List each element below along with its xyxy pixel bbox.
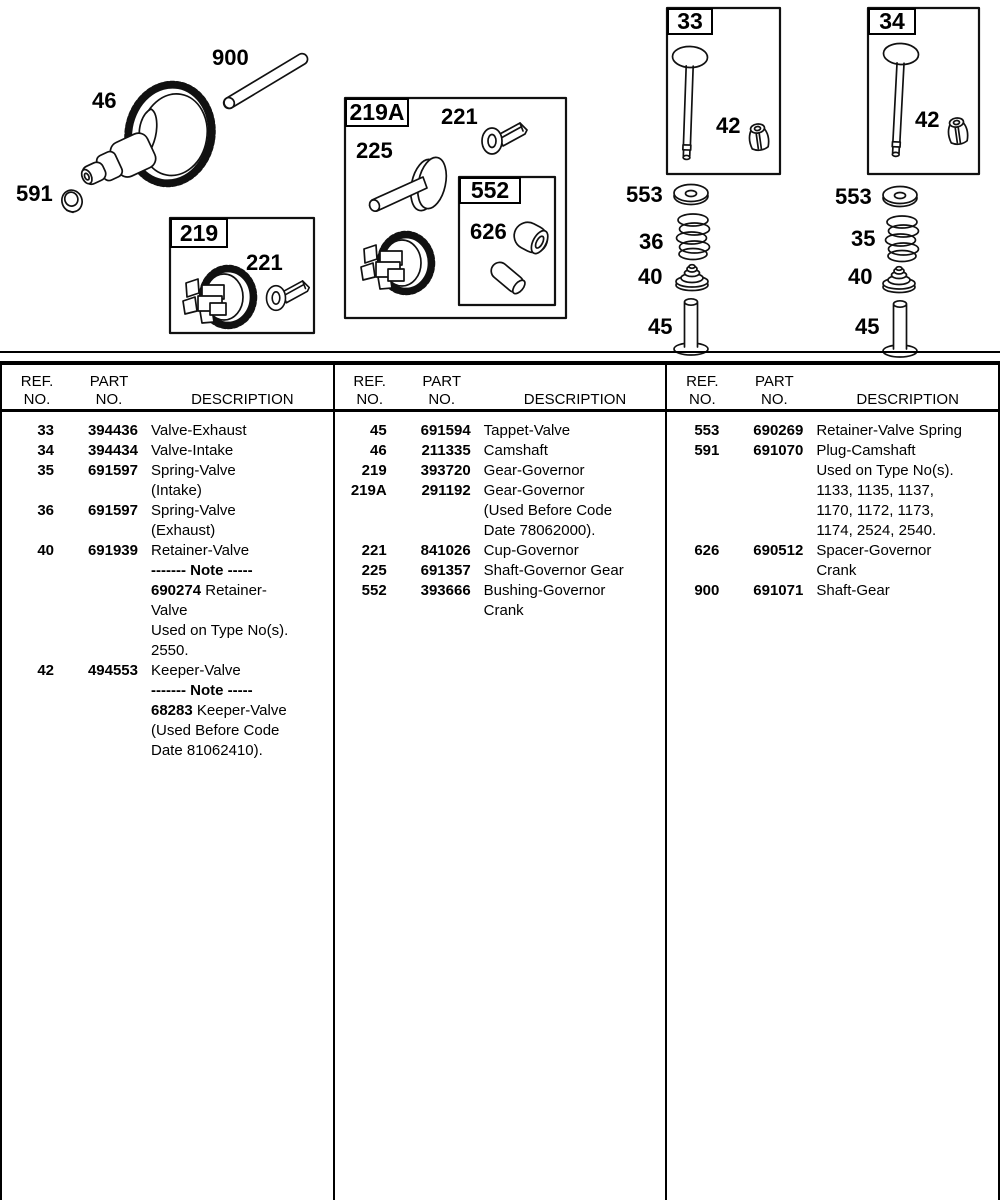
ref-no-cell: 42 bbox=[37, 662, 54, 679]
part-no-cell: 394436 bbox=[87, 422, 138, 439]
callout-46: 46 bbox=[92, 88, 117, 113]
description-line: Spacer-Governor bbox=[816, 542, 932, 559]
description-line: 690274 Retainer- bbox=[151, 582, 267, 599]
rows-container bbox=[2, 412, 333, 761]
ref-no-cell: 900 bbox=[694, 582, 720, 599]
callout-45-right: 45 bbox=[855, 314, 880, 339]
description-cell bbox=[151, 661, 333, 761]
description-line: (Exhaust) bbox=[151, 522, 216, 539]
rows-container bbox=[667, 412, 998, 601]
callout-35: 35 bbox=[851, 226, 876, 251]
description-line: Crank bbox=[816, 562, 857, 579]
description-cell bbox=[484, 561, 666, 581]
description-line: Tappet-Valve bbox=[483, 422, 571, 439]
table-row bbox=[667, 581, 998, 601]
description-line: Used on Type No(s). bbox=[816, 462, 954, 479]
description-cell bbox=[816, 421, 998, 441]
part-no-cell: 690512 bbox=[753, 542, 804, 559]
ref-no-cell: 46 bbox=[369, 442, 387, 459]
callout-36: 36 bbox=[639, 229, 664, 254]
callout-box-219a: 219A bbox=[345, 98, 409, 127]
description-line: Crank bbox=[483, 602, 524, 619]
description-line: (Intake) bbox=[151, 482, 202, 499]
description-line: 1170, 1172, 1173, bbox=[816, 502, 934, 519]
table-row bbox=[667, 441, 998, 541]
description-cell bbox=[151, 501, 333, 541]
callout-42-left: 42 bbox=[716, 113, 741, 138]
description-cell bbox=[484, 581, 666, 621]
description-line: Valve bbox=[151, 602, 188, 619]
description-cell bbox=[484, 481, 666, 541]
description-line: ------- Note ----- bbox=[151, 682, 253, 699]
description-line: Valve-Intake bbox=[151, 442, 234, 459]
callout-225: 225 bbox=[356, 138, 393, 163]
callout-40-left: 40 bbox=[638, 264, 663, 289]
ref-no-cell: 33 bbox=[37, 422, 54, 439]
description-header: DESCRIPTION bbox=[523, 391, 627, 408]
description-line: 1174, 2524, 2540. bbox=[816, 522, 937, 539]
description-line: Used on Type No(s). bbox=[151, 622, 289, 639]
table-row bbox=[2, 661, 333, 761]
parts-column-3 bbox=[667, 365, 1000, 1200]
ref-no-cell: 40 bbox=[37, 542, 54, 559]
ref-no-cell: 35 bbox=[37, 462, 54, 479]
table-row bbox=[2, 421, 333, 441]
table-row bbox=[335, 581, 666, 621]
description-line: Spring-Valve bbox=[151, 462, 236, 479]
description-header: DESCRIPTION bbox=[191, 391, 294, 408]
description-line: Gear-Governor bbox=[483, 462, 585, 479]
ref-no-cell: 552 bbox=[361, 582, 387, 599]
part-no-cell: 691071 bbox=[753, 582, 804, 599]
callout-42-right: 42 bbox=[915, 107, 940, 132]
table-header bbox=[335, 365, 666, 412]
ref-no-cell: 626 bbox=[694, 542, 720, 559]
description-line: Keeper-Valve bbox=[151, 662, 241, 679]
description-line: ------- Note ----- bbox=[151, 562, 253, 579]
description-cell bbox=[484, 461, 666, 481]
table-row bbox=[335, 421, 666, 441]
description-line: (Used Before Code bbox=[151, 722, 280, 739]
ref-no-header: REF. NO. bbox=[686, 373, 719, 408]
table-row bbox=[2, 441, 333, 461]
description-cell bbox=[151, 541, 333, 661]
description-cell bbox=[816, 541, 998, 581]
table-row bbox=[2, 541, 333, 661]
description-line: 1133, 1135, 1137, bbox=[816, 482, 934, 499]
part-no-cell: 691357 bbox=[420, 562, 471, 579]
description-line: Shaft-Gear bbox=[816, 582, 890, 599]
ref-no-cell: 36 bbox=[37, 502, 54, 519]
description-cell bbox=[816, 441, 998, 541]
rows-container bbox=[335, 412, 666, 621]
parts-column-1 bbox=[2, 365, 335, 1200]
part-no-cell: 393720 bbox=[420, 462, 471, 479]
table-header bbox=[667, 365, 998, 412]
table-row bbox=[335, 561, 666, 581]
table-row bbox=[335, 481, 666, 541]
table-header bbox=[2, 365, 333, 412]
description-line: Cup-Governor bbox=[483, 542, 579, 559]
part-no-cell: 691070 bbox=[753, 442, 804, 459]
description-line: Camshaft bbox=[483, 442, 548, 459]
callout-553-right: 553 bbox=[835, 184, 872, 209]
part-no-cell: 690269 bbox=[753, 422, 804, 439]
part-no-header: PART NO. bbox=[422, 373, 461, 408]
description-cell bbox=[151, 461, 333, 501]
description-line: Retainer-Valve bbox=[151, 542, 250, 559]
description-line: Shaft-Governor Gear bbox=[483, 562, 624, 579]
ref-no-cell: 34 bbox=[37, 442, 54, 459]
table-row bbox=[667, 421, 998, 441]
description-line: Gear-Governor bbox=[483, 482, 585, 499]
description-line: Spring-Valve bbox=[151, 502, 236, 519]
table-row bbox=[335, 541, 666, 561]
callout-40-right: 40 bbox=[848, 264, 873, 289]
description-line: 68283 Keeper-Valve bbox=[151, 702, 287, 719]
ref-no-cell: 553 bbox=[694, 422, 720, 439]
description-cell bbox=[484, 421, 666, 441]
description-header: DESCRIPTION bbox=[856, 391, 959, 408]
table-row bbox=[2, 461, 333, 501]
part-no-cell: 691597 bbox=[87, 502, 138, 519]
callout-626: 626 bbox=[470, 219, 507, 244]
callout-221-in219a: 221 bbox=[441, 104, 478, 129]
ref-no-cell: 45 bbox=[369, 422, 387, 439]
description-line: Plug-Camshaft bbox=[816, 442, 916, 459]
part-no-cell: 291192 bbox=[421, 482, 471, 499]
description-cell bbox=[151, 421, 333, 441]
part-no-cell: 691939 bbox=[87, 542, 138, 559]
table-row bbox=[2, 501, 333, 541]
ref-no-cell: 219A bbox=[350, 482, 387, 499]
part-no-cell: 211335 bbox=[421, 442, 471, 459]
description-line: Retainer-Valve Spring bbox=[816, 422, 962, 439]
callout-box-552: 552 bbox=[459, 177, 521, 204]
part-no-cell: 394434 bbox=[87, 442, 138, 459]
ref-no-header: REF. NO. bbox=[20, 373, 54, 408]
part-no-header: PART NO. bbox=[755, 373, 794, 408]
ref-no-cell: 225 bbox=[361, 562, 387, 579]
callout-591: 591 bbox=[16, 181, 53, 206]
callout-box-33: 33 bbox=[667, 8, 713, 35]
parts-illustration bbox=[0, 0, 1000, 363]
table-row bbox=[667, 541, 998, 581]
description-line: Valve-Exhaust bbox=[151, 422, 247, 439]
callout-221-in219: 221 bbox=[246, 250, 283, 275]
parts-column-2 bbox=[335, 365, 668, 1200]
callout-box-34: 34 bbox=[868, 8, 916, 35]
table-row bbox=[335, 461, 666, 481]
parts-table bbox=[0, 361, 1000, 1200]
description-cell bbox=[484, 541, 666, 561]
description-line: 2550. bbox=[151, 642, 189, 659]
part-no-cell: 841026 bbox=[420, 542, 471, 559]
description-cell bbox=[484, 441, 666, 461]
description-line: Date 81062410). bbox=[151, 742, 263, 759]
description-line: Bushing-Governor bbox=[483, 582, 606, 599]
callout-45-left: 45 bbox=[648, 314, 673, 339]
description-cell bbox=[151, 441, 333, 461]
ref-no-cell: 221 bbox=[361, 542, 387, 559]
ref-no-cell: 219 bbox=[361, 462, 387, 479]
table-top-rule bbox=[0, 351, 1000, 353]
part-no-cell: 494553 bbox=[87, 662, 138, 679]
table-row bbox=[335, 441, 666, 461]
callout-900: 900 bbox=[212, 45, 249, 70]
callout-553-left: 553 bbox=[626, 182, 663, 207]
ref-no-cell: 591 bbox=[694, 442, 720, 459]
description-line: Date 78062000). bbox=[483, 522, 596, 539]
part-no-cell: 393666 bbox=[420, 582, 471, 599]
ref-no-header: REF. NO. bbox=[353, 373, 386, 408]
part-no-header: PART NO. bbox=[89, 373, 129, 408]
part-no-cell: 691594 bbox=[420, 422, 471, 439]
part-no-cell: 691597 bbox=[87, 462, 138, 479]
callout-box-219: 219 bbox=[170, 218, 228, 248]
description-cell bbox=[816, 581, 998, 601]
description-line: (Used Before Code bbox=[483, 502, 613, 519]
